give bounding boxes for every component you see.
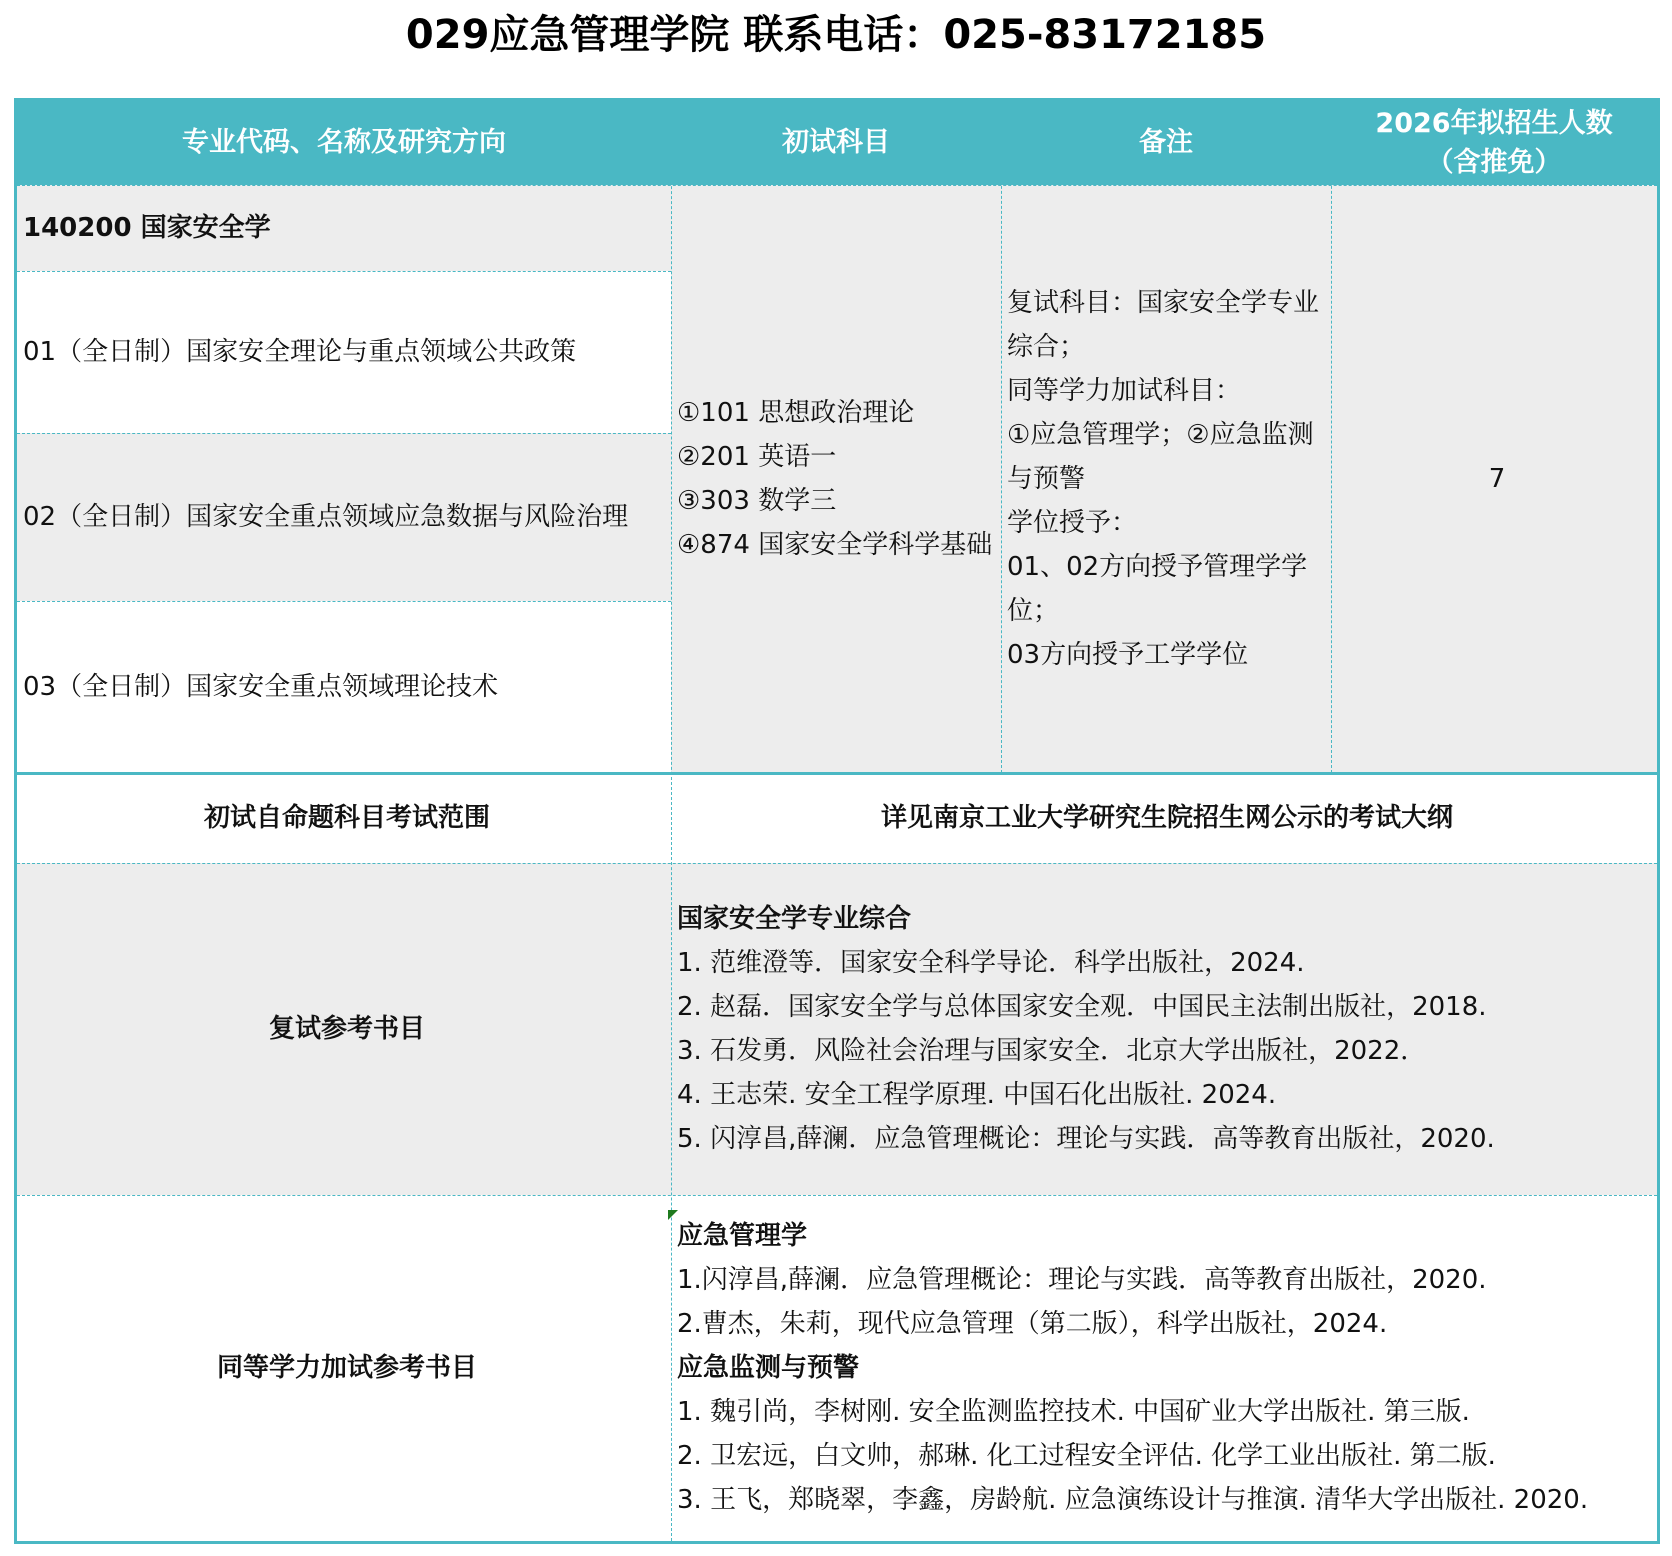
book-item: 1.闪淳昌,薛澜．应急管理概论：理论与实践．高等教育出版社，2020.: [677, 1265, 1487, 1295]
header-remarks: 备注: [1001, 101, 1331, 185]
remark-line: 01、02方向授予管理学学: [1007, 552, 1308, 582]
equiv-heading-monitoring-warning: 应急监测与预警: [677, 1353, 860, 1383]
major-name: 140200 国家安全学: [17, 185, 671, 271]
remark-line: ①应急管理学；②应急监测: [1007, 420, 1314, 450]
grid-line: [671, 101, 672, 1541]
retest-books-heading: 国家安全学专业综合: [677, 904, 912, 934]
direction-03: 03（全日制）国家安全重点领域理论技术: [17, 601, 671, 773]
equiv-books-label: 同等学力加试参考书目: [17, 1195, 671, 1541]
retest-books-list: [671, 863, 1657, 1195]
page-title: 029应急管理学院 联系电话：025-83172185: [405, 12, 1267, 58]
equiv-books-list: [671, 1195, 1657, 1541]
quota-value: 7: [1331, 185, 1657, 773]
book-item: 1. 范维澄等．国家安全科学导论．科学出版社，2024.: [677, 948, 1305, 978]
header-major: 专业代码、名称及研究方向: [17, 101, 671, 185]
book-item: 1. 魏引尚，李树刚. 安全监测监控技术. 中国矿业大学出版社. 第三版.: [677, 1397, 1470, 1427]
book-item: 3. 王飞，郑晓翠，李鑫，房龄航. 应急演练设计与推演. 清华大学出版社. 2020.: [677, 1485, 1589, 1515]
grid-line: [17, 433, 671, 434]
remark-line: 同等学力加试科目：: [1007, 376, 1242, 406]
header-quota-line2: （含推免）: [1426, 147, 1562, 178]
exam-scope-value: 详见南京工业大学研究生院招生网公示的考试大纲: [671, 773, 1657, 863]
equiv-heading-emergency-management: 应急管理学: [677, 1221, 808, 1251]
grid-line: [17, 601, 671, 602]
remark-line: 学位授予：: [1007, 508, 1138, 538]
remarks: [1001, 185, 1331, 773]
exam-scope-label: 初试自命题科目考试范围: [17, 773, 671, 863]
book-item: 2. 卫宏远，白文帅，郝琳. 化工过程安全评估. 化学工业出版社. 第二版.: [677, 1441, 1496, 1471]
remark-line: 03方向授予工学学位: [1007, 640, 1249, 670]
book-item: 2. 赵磊．国家安全学与总体国家安全观．中国民主法制出版社，2018.: [677, 992, 1487, 1022]
grid-line: [1001, 101, 1002, 773]
subject-item: ①101 思想政治理论: [677, 398, 915, 428]
direction-01: 01（全日制）国家安全理论与重点领域公共政策: [17, 271, 671, 433]
subject-item: ③303 数学三: [677, 486, 837, 516]
remark-line: 综合；: [1007, 332, 1086, 362]
admission-table: [14, 98, 1660, 1544]
subject-item: ④874 国家安全学科学基础: [677, 530, 993, 560]
exam-subjects: [671, 185, 1001, 773]
grid-line: [17, 863, 1657, 864]
grid-line: [1331, 101, 1332, 773]
direction-02: 02（全日制）国家安全重点领域应急数据与风险治理: [17, 433, 671, 601]
remark-line: 复试科目：国家安全学专业: [1007, 288, 1320, 318]
retest-books-label: 复试参考书目: [17, 863, 671, 1195]
remark-line: 与预警: [1007, 464, 1086, 494]
book-item: 4. 王志荣. 安全工程学原理. 中国石化出版社. 2024.: [677, 1080, 1277, 1110]
book-item: 3. 石发勇．风险社会治理与国家安全．北京大学出版社，2022．: [677, 1036, 1427, 1066]
book-item: 5. 闪淳昌,薛澜．应急管理概论：理论与实践．高等教育出版社，2020.: [677, 1124, 1495, 1154]
book-item: 2.曹杰，朱莉，现代应急管理（第二版），科学出版社，2024.: [677, 1309, 1388, 1339]
grid-line: [17, 1195, 1657, 1196]
remark-line: 位；: [1007, 596, 1060, 626]
header-quota: [1331, 101, 1657, 185]
header-quota-line1: 2026年拟招生人数: [1375, 107, 1613, 139]
grid-line: [17, 271, 671, 272]
section-divider: [17, 772, 1657, 775]
grid-line: [17, 185, 1657, 186]
subject-item: ②201 英语一: [677, 442, 837, 472]
header-subjects: 初试科目: [671, 101, 1001, 185]
cell-comment-marker-icon: [668, 1210, 678, 1220]
